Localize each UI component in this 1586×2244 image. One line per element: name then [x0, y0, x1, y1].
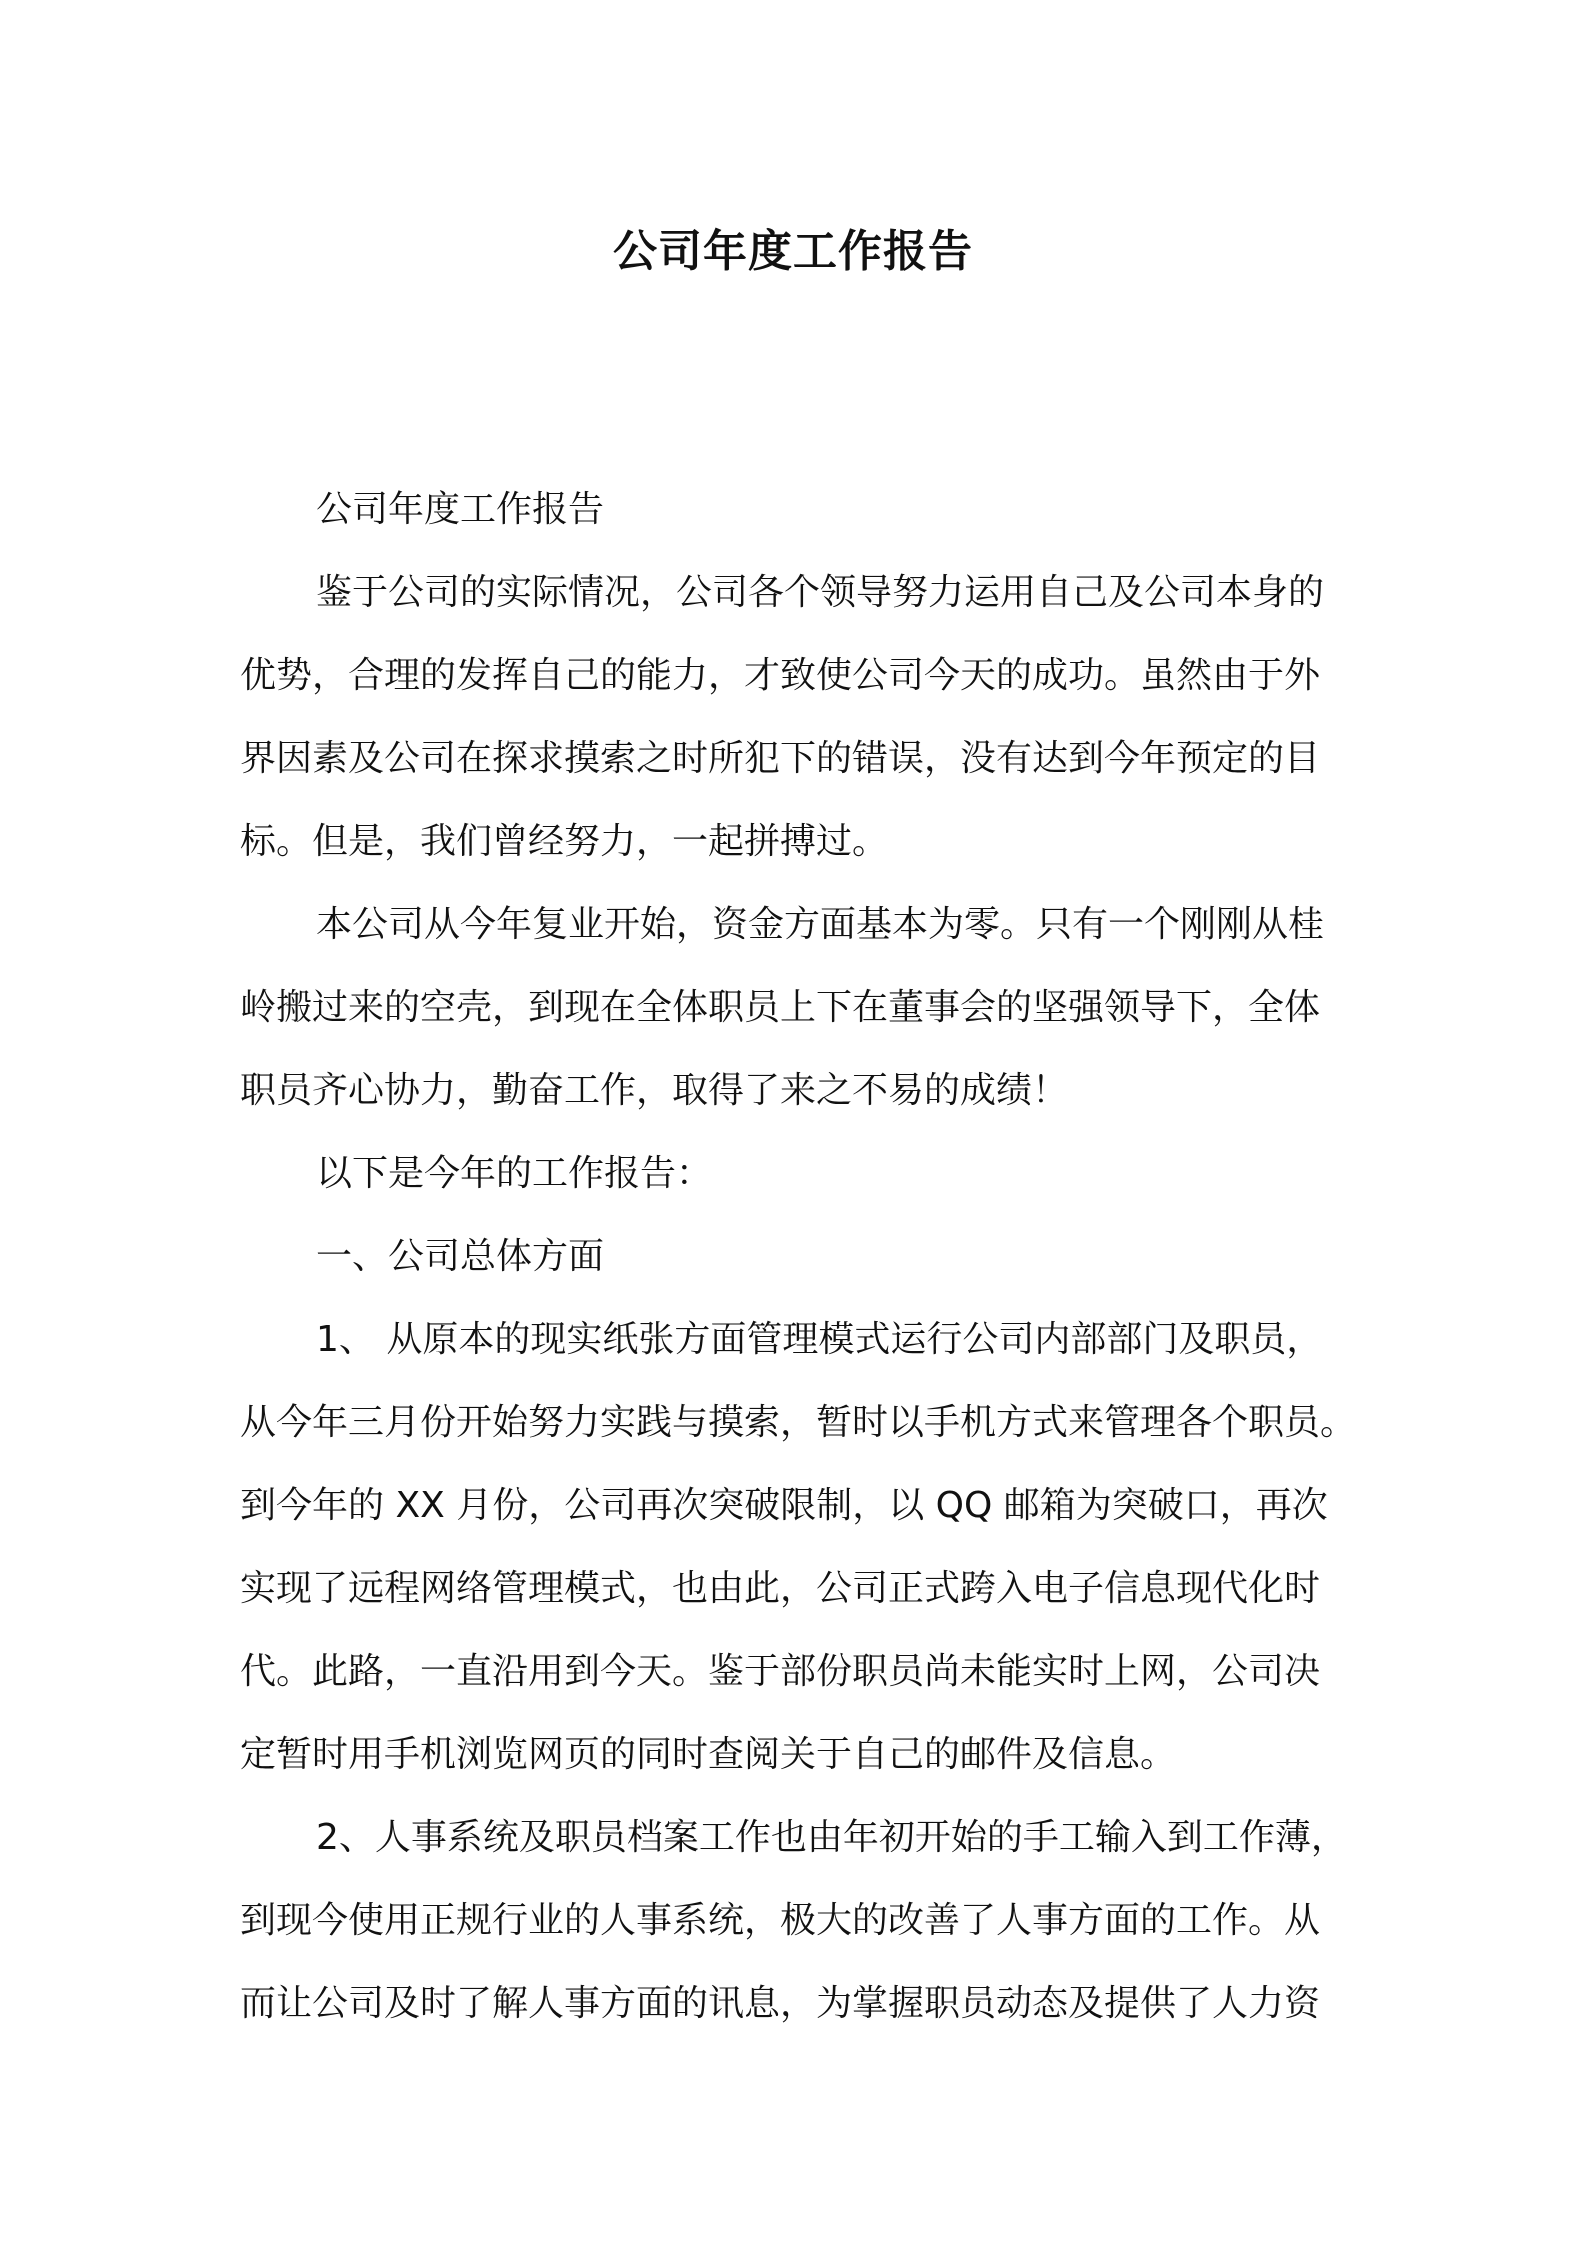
body-line: 而让公司及时了解人事方面的讯息，为掌握职员动态及提供了人力资	[240, 1983, 1321, 2024]
body-line: 标。但是，我们曾经努力，一起拼搏过。	[240, 821, 889, 862]
document-title: 公司年度工作报告	[613, 226, 973, 277]
body-line: 1、 从原本的现实纸张方面管理模式运行公司内部部门及职员，	[316, 1319, 1323, 1360]
section-heading: 一、公司总体方面	[316, 1236, 605, 1277]
body-line: 以下是今年的工作报告：	[316, 1153, 713, 1194]
body-line: 界因素及公司在探求摸索之时所犯下的错误，没有达到今年预定的目	[240, 738, 1321, 779]
body-line: 到今年的 XX 月份，公司再次突破限制，以 QQ 邮箱为突破口，再次	[240, 1485, 1328, 1526]
body-line: 本公司从今年复业开始，资金方面基本为零。只有一个刚刚从桂	[316, 904, 1325, 945]
body-line: 公司年度工作报告	[316, 489, 605, 530]
body-line: 职员齐心协力，勤奋工作，取得了来之不易的成绩！	[240, 1070, 1069, 1111]
body-line: 2、人事系统及职员档案工作也由年初开始的手工输入到工作薄，	[316, 1817, 1347, 1858]
body-line: 鉴于公司的实际情况，公司各个领导努力运用自己及公司本身的	[316, 572, 1325, 613]
body-line: 岭搬过来的空壳，到现在全体职员上下在董事会的坚强领导下，全体	[240, 987, 1321, 1028]
body-line: 定暂时用手机浏览网页的同时查阅关于自己的邮件及信息。	[240, 1734, 1177, 1775]
body-line: 优势，合理的发挥自己的能力，才致使公司今天的成功。虽然由于外	[240, 655, 1321, 696]
body-line: 实现了远程网络管理模式，也由此，公司正式跨入电子信息现代化时	[240, 1568, 1321, 1609]
body-line: 从今年三月份开始努力实践与摸索，暂时以手机方式来管理各个职员。	[240, 1402, 1357, 1443]
body-line: 代。此路，一直沿用到今天。鉴于部份职员尚未能实时上网，公司决	[240, 1651, 1321, 1692]
body-line: 到现今使用正规行业的人事系统，极大的改善了人事方面的工作。从	[240, 1900, 1321, 1941]
